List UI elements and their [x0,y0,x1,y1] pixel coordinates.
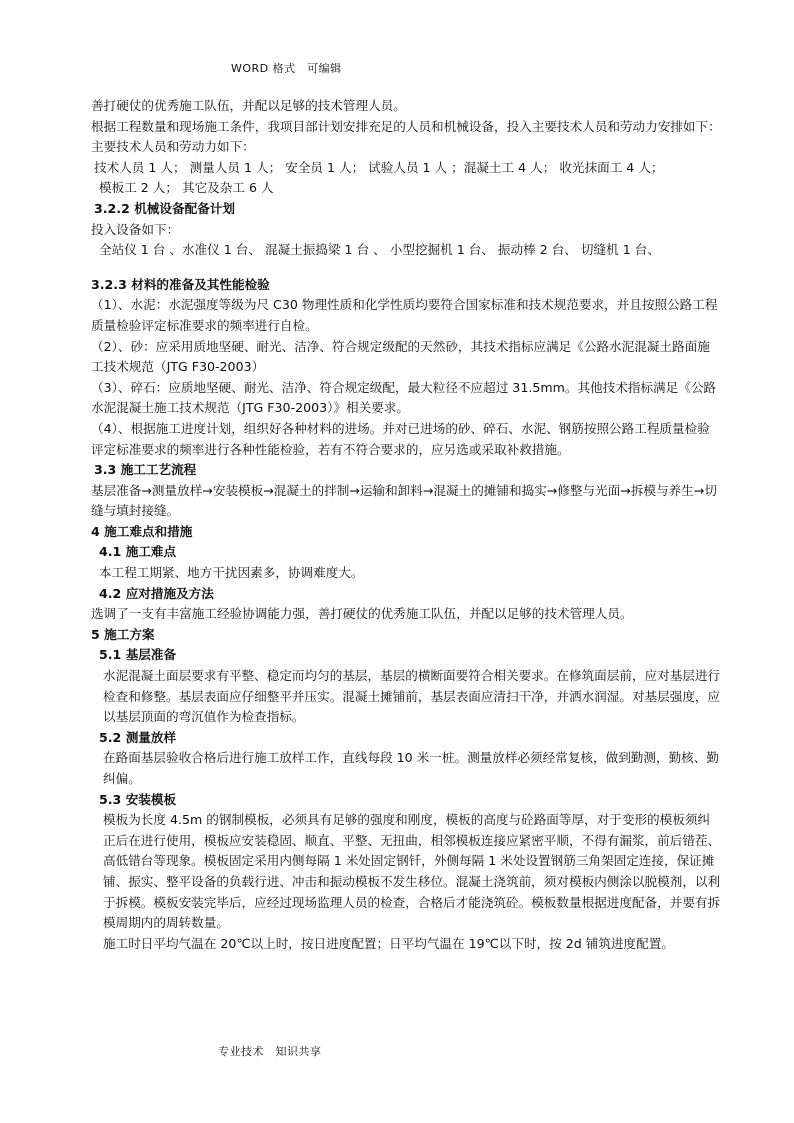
paragraph: 选调了一支有丰富施工经验协调能力强，善打硬仗的优秀施工队伍，并配以足够的技术管理人员。 [91,606,633,622]
section-heading: 4 施工难点和措施 [91,523,193,539]
section-heading: 3.3 施工工艺流程 [94,462,197,478]
section-heading: 5.1 基层准备 [99,647,177,663]
paragraph: 施工时日平均气温在 20℃以上时，按日进度配置；日平均气温在 19℃以下时，按 2d 铺筑进度配置。 [103,935,674,951]
material-item: （3）、碎石：应质地坚硬、耐光、洁净、符合规定级配，最大粒径不应超过 31.5mm。其他技术指标满足《公路水泥混凝土施工技术规范（JTG F30-2003）》相关要求。 [91,379,717,416]
section-heading: 5.3 安装模板 [99,791,177,807]
material-item: （4）、根据施工进度计划，组织好各种材料的进场。并对已进场的砂、碎石、水泥、钢筋按照公路工程质量检验评定标准要求的频率进行各种性能检验，若有不符合要求的，应另选或采取补救措施。 [91,420,710,457]
material-item: （2）、砂：应采用质地坚硬、耐光、洁净、符合规定级配的天然砂，其技术指标应满足《公路水泥混凝土路面施工技术规范（JTG F30-2003） [91,338,710,375]
document-body [91,96,721,954]
equipment-list: 全站仪 1 台 、水准仪 1 台、 混凝土振捣梁 1 台 、 小型挖掘机 1 台、 振动棒 2 台、 切缝机 1 台、 [99,242,660,258]
paragraph: 投入设备如下： [91,221,180,237]
section-heading: 3.2.3 材料的准备及其性能检验 [91,276,270,292]
material-item: （1）、水泥：水泥强度等级为尺 C30 物理性质和化学性质均要符合国家标准和技术规范要求，并且按照公路工程质量检验评定标准要求的频率进行自检。 [91,297,718,333]
paragraph: 善打硬仗的优秀施工队伍，并配以足够的技术管理人员。 [91,98,406,113]
paragraph: 本工程工期紧、地方干扰因素多，协调难度大。 [99,565,364,581]
page-footer: 专业技术 知识共享 [218,1045,322,1058]
staff-list: 技术人员 1 人； 测量人员 1 人； 安全员 1 人； 试验人员 1 人 ；混凝土工 4 人； 收光抹面工 4 人； [94,159,664,175]
section-heading: 5 施工方案 [91,626,155,642]
spacer [91,261,721,275]
section-heading: 4.1 施工难点 [99,544,177,560]
paragraph: 模板为长度 4.5m 的钢制模板，必须具有足够的强度和刚度，模板的高度与砼路面等厚，对于变形的模板须纠正后在进行使用，模板应安装稳固、顺直、平整、无扭曲，相邻模板连接应紧密平顺，不得有漏浆，前后错茬、高低错台等现象。模板固定采用内侧每隔 1 米处固定钢钎，外侧每隔 1 米处设置钢筋三角架固定连接，保证摊铺、振实、整平设备的负载行进、冲击和振动模板不发生移位。混凝土浇筑前，须对模板内侧涂以脱模剂，以利于拆模。模板安装完毕后，应经过现场监理人员的检查，合格后才能浇筑砼。模板数量根据进度配备，并要有拆模周期内的周转数量。 [103,812,721,931]
paragraph: 主要技术人员和劳动力如下： [91,139,255,155]
staff-list-cont: 模板工 2 人； 其它及杂工 6 人 [99,180,274,196]
page-header: WORD 格式 可编辑 [231,62,342,75]
paragraph: 水泥混凝土面层要求有平整、稳定而均匀的基层，基层的横断面要符合相关要求。在修筑面层前，应对基层进行检查和修整。基层表面应仔细整平并压实。混凝土摊铺前，基层表面应清扫干净，并洒水润湿。对基层强度，应以基层顶面的弯沉值作为检查指标。 [103,668,721,725]
section-heading: 5.2 测量放样 [99,729,177,745]
section-heading: 4.2 应对措施及方法 [99,585,214,601]
paragraph: 根据工程数量和现场施工条件，我项目部计划安排充足的人员和机械设备，投入主要技术人员和劳动力安排如下： [91,118,721,134]
process-flow: 基层准备→测量放样→安装模板→混凝土的拌制→运输和卸料→混凝土的摊铺和捣实→修整与光面→拆模与养生→切缝与填封接缝。 [91,482,717,519]
section-heading: 3.2.2 机械设备配备计划 [94,200,235,216]
paragraph: 在路面基层验收合格后进行施工放样工作，直线每段 10 米一桩。测量放样必须经常复核，做到勤测，勤核、勤纠偏。 [103,750,719,786]
